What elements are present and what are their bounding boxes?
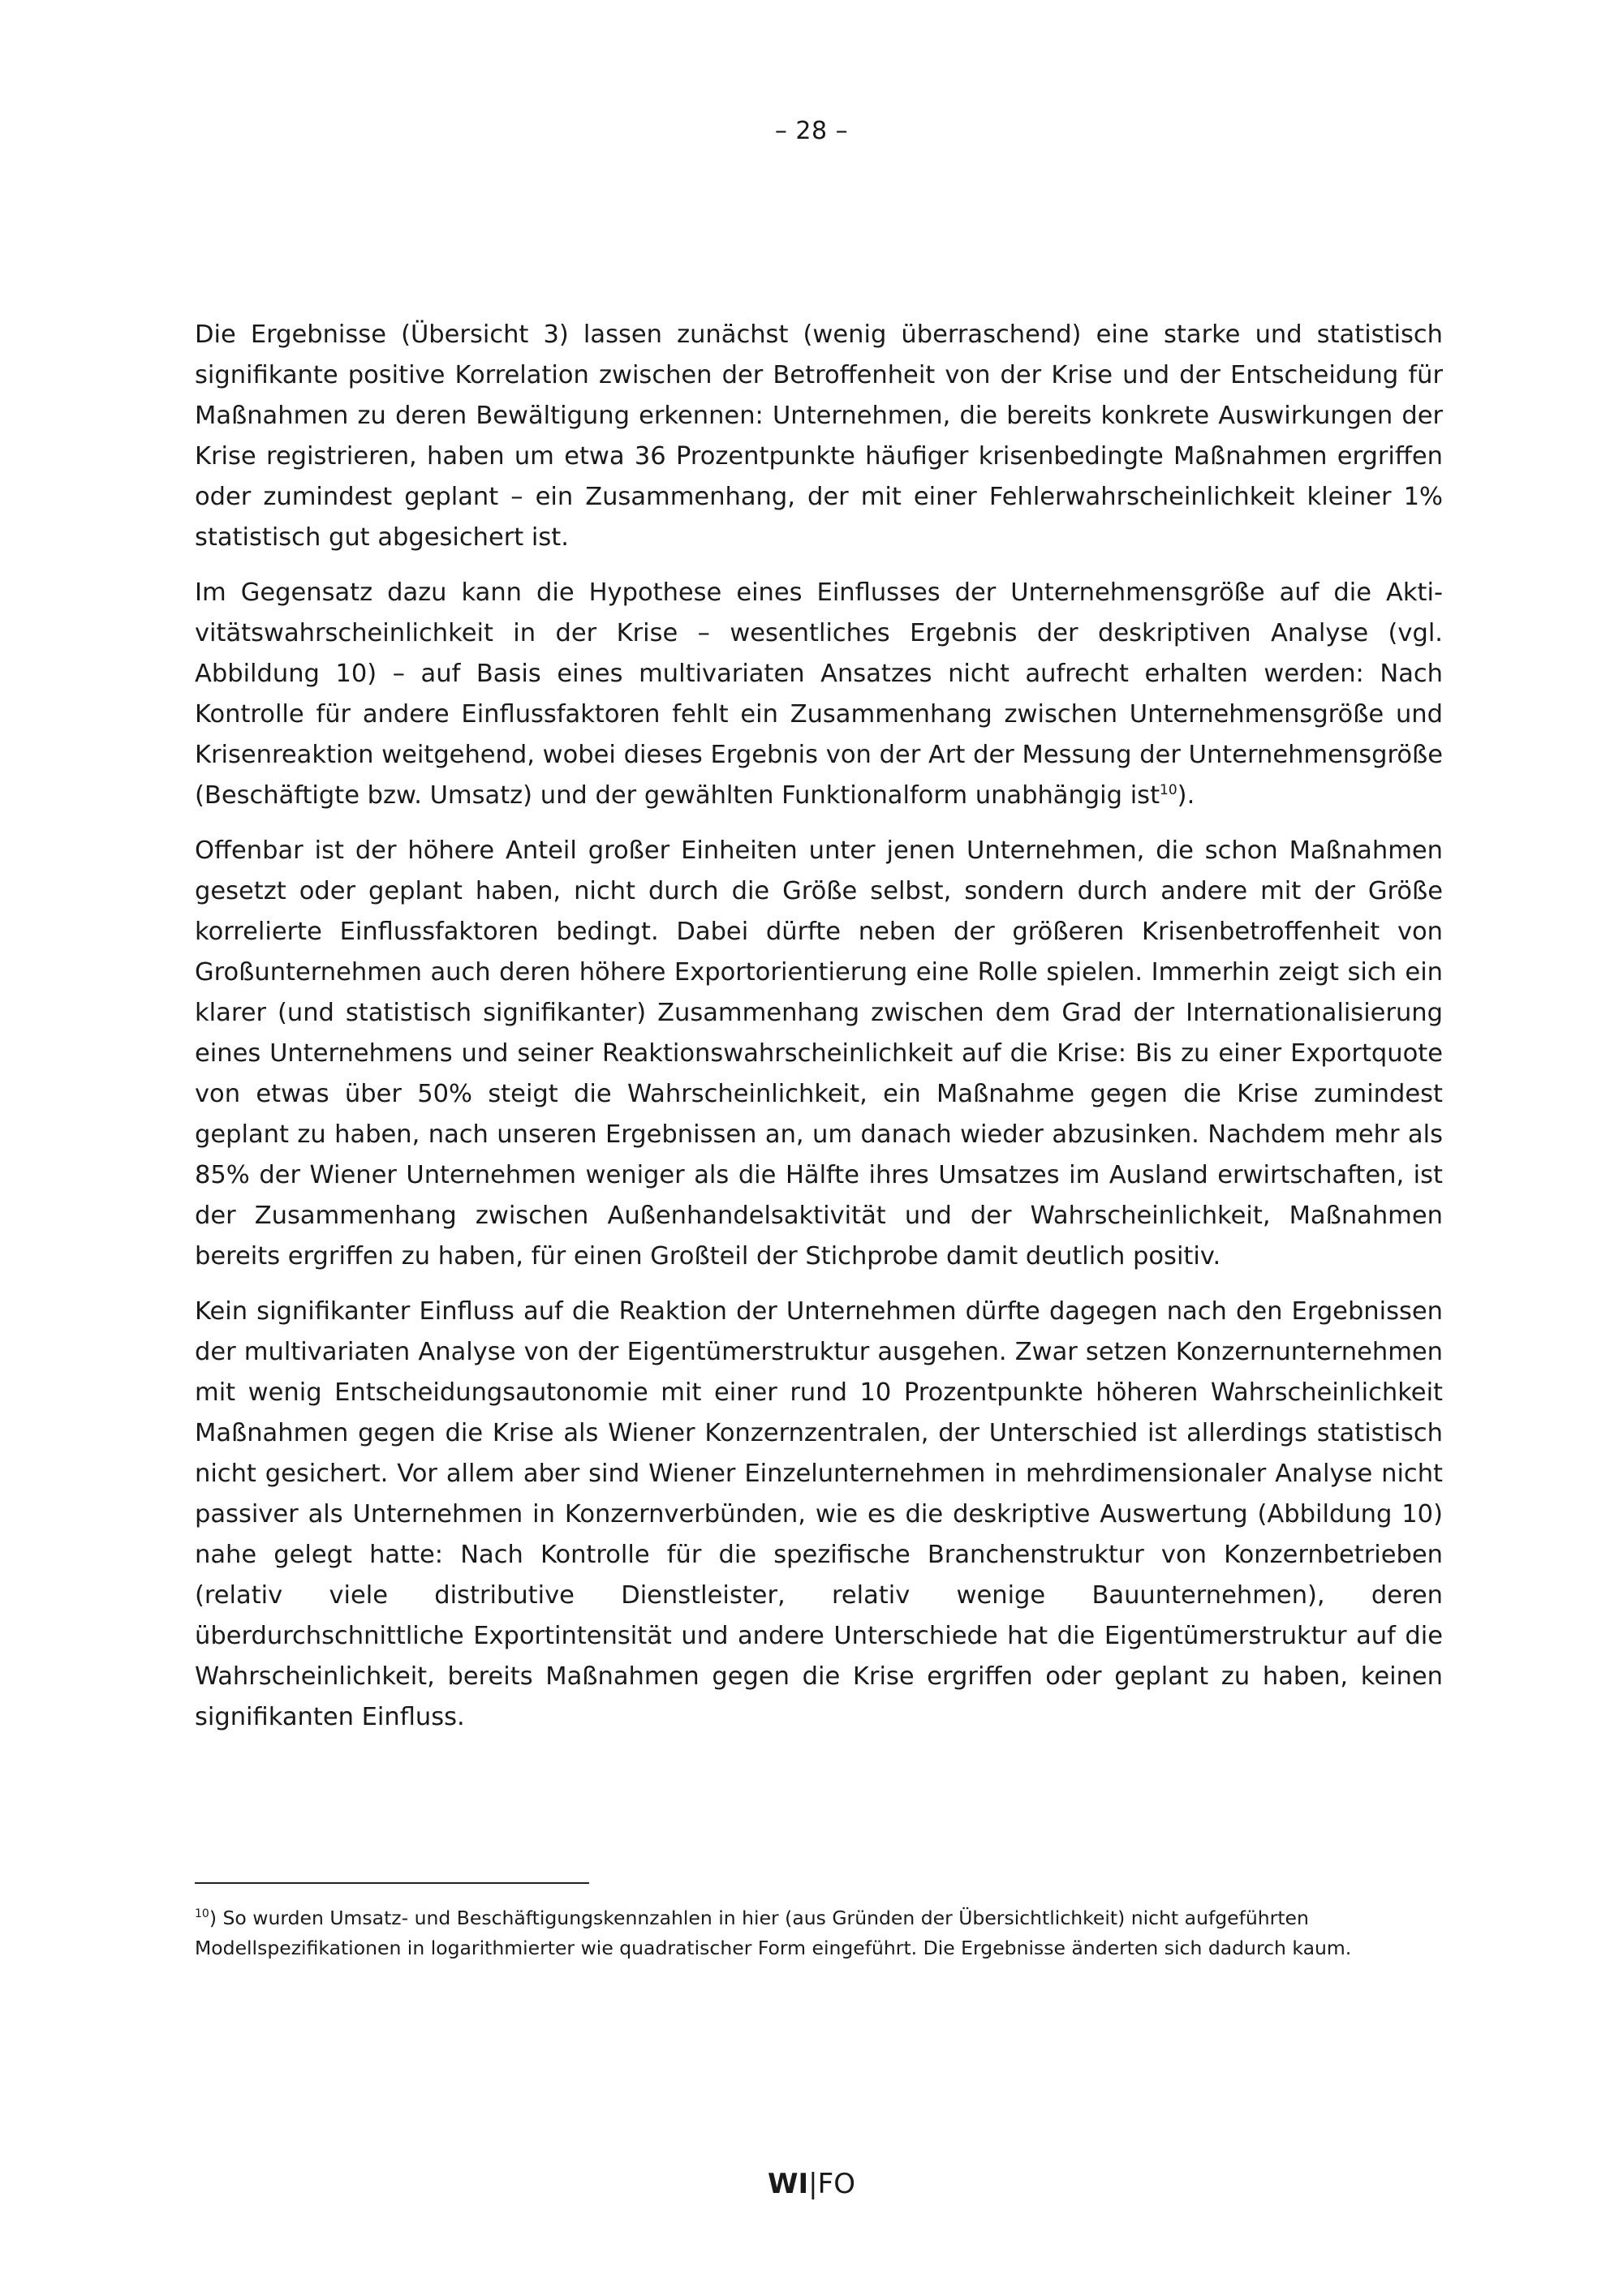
body-text bbox=[195, 315, 1443, 1752]
footnote-text: ) So wurden Umsatz- und Beschäftigungskennzahlen in hier (aus Gründen der Übersichtlichkeit) nicht aufgeführten Modellspezifikationen in logarithmierter wie quadratischer Form eingeführt. Die Ergebnisse änderten sich dadurch kaum. bbox=[195, 1907, 1352, 1959]
paragraph-2-tail: ). bbox=[1177, 781, 1195, 810]
footnote-divider bbox=[195, 1882, 589, 1884]
page-number: – 28 – bbox=[774, 117, 849, 145]
paragraph-4: Kein signifikanter Einfluss auf die Reaktion der Unternehmen dürfte dagegen nach den Ergebnissen der multivariaten Analyse von der Eigentümerstruktur ausgehen. Zwar setzen Konzernunternehmen mit wenig Entscheidungsautonomie mit einer rund 10 Prozentpunkte höheren Wahrscheinlichkeit Maßnahmen gegen die Krise als Wiener Konzernzentralen, der Unterschied ist allerdings statistisch nicht gesichert. Vor allem aber sind Wiener Einzelunternehmen in mehrdimensionaler Analyse nicht passiver als Unternehmen in Konzernverbünden, wie es die deskriptive Auswertung (Abbildung 10) nahe gelegt hatte: Nach Kontrolle für die spezifische Branchenstruktur von Konzernbetrieben (relativ viele distributive Dienstleister, relativ wenige Bauunternehmen), deren überdurchschnittliche Exportintensität und andere Unterschiede hat die Eigentümerstruktur auf die Wahrscheinlichkeit, bereits Maßnahmen gegen die Krise ergriffen oder geplant zu haben, keinen signifikanten Einfluss. bbox=[195, 1297, 1443, 1731]
paragraph-3: Offenbar ist der höhere Anteil großer Einheiten unter jenen Unternehmen, die schon Maßnahmen gesetzt oder geplant haben, nicht durch die Größe selbst, sondern durch andere mit der Größe korrelierte Einflussfaktoren bedingt. Dabei dürfte neben der größeren Krisenbetroffenheit von Großunternehmen auch deren höhere Exportorientierung eine Rolle spielen. Immerhin zeigt sich ein klarer (und statistisch signifikanter) Zusammenhang zwischen dem Grad der Internationalisierung eines Unternehmens und seiner Reaktionswahrscheinlichkeit auf die Krise: Bis zu einer Exportquote von etwas über 50% steigt die Wahrscheinlichkeit, ein Maßnahme gegen die Krise zumindest geplant zu haben, nach unseren Ergebnissen an, um danach wieder abzusinken. Nachdem mehr als 85% der Wiener Unternehmen weniger als die Hälfte ihres Umsatzes im Ausland erwirtschaften, ist der Zusammenhang zwischen Außenhandelsaktivität und der Wahrscheinlichkeit, Maßnahmen bereits ergriffen zu haben, für einen Großteil der Stichprobe damit deutlich positiv. bbox=[195, 836, 1443, 1271]
logo-divider: | bbox=[808, 2168, 818, 2200]
footnote-number: 10 bbox=[195, 1907, 209, 1921]
logo-text-light: FO bbox=[817, 2168, 855, 2200]
paragraph-1: Die Ergebnisse (Übersicht 3) lassen zunächst (wenig überraschend) eine starke und statistisch signifikante positive Korrelation zwischen der Betroffenheit von der Krise und der Entscheidung für Maßnahmen zu deren Bewältigung erkennen: Unternehmen, die bereits konkrete Auswirkungen der Krise registrieren, haben um etwa 36 Prozentpunkte häufiger krisenbedingte Maßnahmen ergriffen oder zumindest geplant – ein Zusammenhang, der mit einer Fehlerwahrscheinlichkeit kleiner 1% statistisch gut abgesichert ist. bbox=[195, 320, 1443, 552]
footnote-reference[interactable]: 10 bbox=[1160, 781, 1177, 798]
footnote bbox=[195, 1903, 1444, 1963]
wifo-logo bbox=[0, 2166, 1623, 2202]
paragraph-2 bbox=[195, 573, 1443, 816]
logo-text-strong: WI bbox=[768, 2168, 809, 2200]
paragraph-2-text: Im Gegensatz dazu kann die Hypothese eines Einflusses der Unternehmensgröße auf die Aktivitätswahrscheinlichkeit in der Krise – wesentliches Ergebnis der deskriptiven Analyse (vgl. Abbildung 10) – auf Basis eines multivariaten Ansatzes nicht aufrecht erhalten werden: Nach Kontrolle für andere Einflussfaktoren fehlt ein Zusammenhang zwischen Unternehmensgröße und Krisenreaktion weitgehend, wobei dieses Ergebnis von der Art der Messung der Unternehmensgröße (Beschäftigte bzw. Umsatz) und der gewählten Funktionalform unabhängig ist bbox=[195, 578, 1443, 810]
